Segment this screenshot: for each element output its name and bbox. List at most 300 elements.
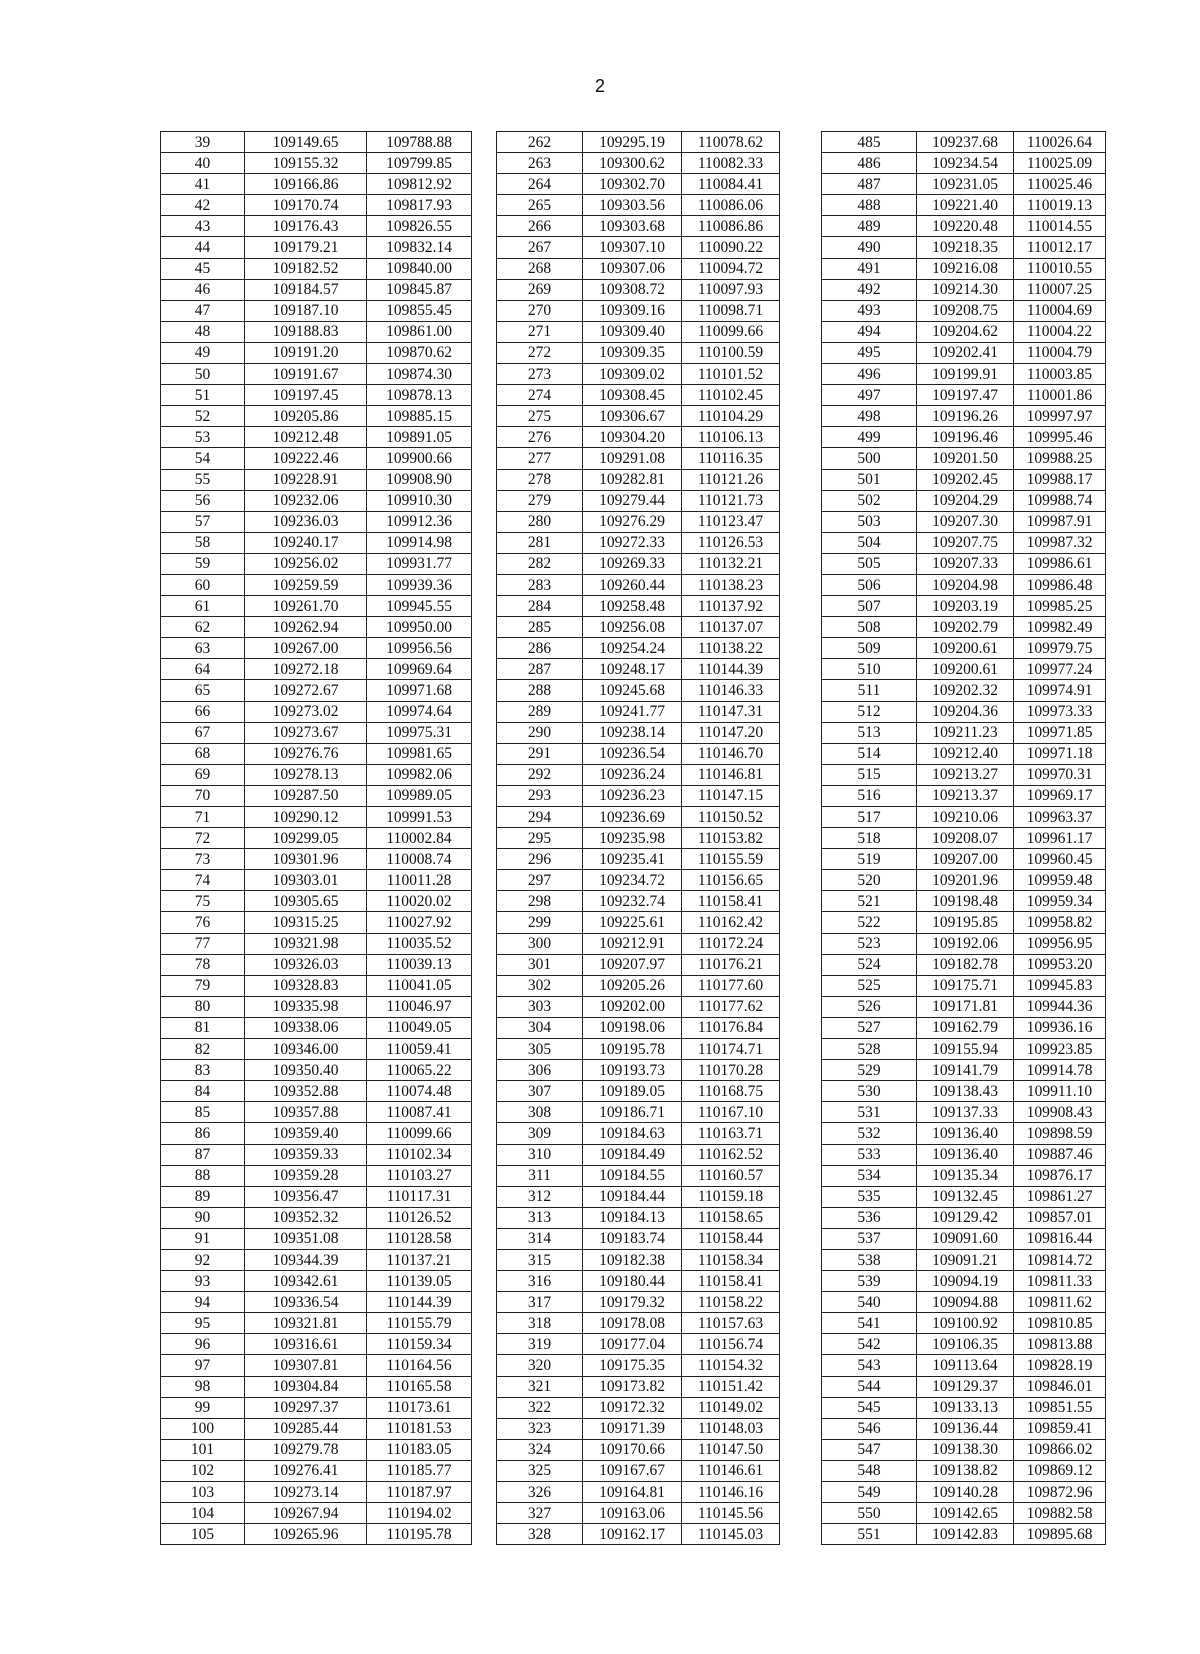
y-coordinate-cell: 110174.71 — [682, 1039, 780, 1060]
y-coordinate-cell: 110004.22 — [1014, 321, 1106, 342]
table-row — [497, 1397, 780, 1418]
table-row — [161, 385, 472, 406]
y-coordinate-cell: 109826.55 — [367, 216, 472, 237]
point-number-cell: 305 — [497, 1039, 583, 1060]
point-number-cell: 531 — [822, 1102, 917, 1123]
table-row — [497, 785, 780, 806]
x-coordinate-cell: 109245.68 — [583, 680, 682, 701]
table-row — [161, 1165, 472, 1186]
point-number-cell: 510 — [822, 659, 917, 680]
table-row — [161, 1334, 472, 1355]
x-coordinate-cell: 109267.00 — [245, 638, 367, 659]
table-row — [497, 153, 780, 174]
table-row — [822, 1165, 1106, 1186]
y-coordinate-cell: 110160.57 — [682, 1165, 780, 1186]
table-row — [161, 1439, 472, 1460]
point-number-cell: 324 — [497, 1439, 583, 1460]
x-coordinate-cell: 109183.74 — [583, 1228, 682, 1249]
x-coordinate-cell: 109232.06 — [245, 490, 367, 511]
y-coordinate-cell: 110158.22 — [682, 1292, 780, 1313]
y-coordinate-cell: 110146.33 — [682, 680, 780, 701]
table-row — [161, 364, 472, 385]
table-row — [497, 1228, 780, 1249]
y-coordinate-cell: 109985.25 — [1014, 596, 1106, 617]
table-row — [161, 954, 472, 975]
y-coordinate-cell: 109908.43 — [1014, 1102, 1106, 1123]
table-row — [822, 532, 1106, 553]
y-coordinate-cell: 110195.78 — [367, 1524, 472, 1545]
point-number-cell: 264 — [497, 174, 583, 195]
x-coordinate-cell: 109237.68 — [917, 132, 1014, 153]
table-row — [161, 1017, 472, 1038]
y-coordinate-cell: 110026.64 — [1014, 132, 1106, 153]
y-coordinate-cell: 110001.86 — [1014, 385, 1106, 406]
point-number-cell: 43 — [161, 216, 245, 237]
table-row — [822, 1397, 1106, 1418]
y-coordinate-cell: 109891.05 — [367, 427, 472, 448]
table-row — [497, 1313, 780, 1334]
table-row — [497, 574, 780, 595]
table-row — [161, 1482, 472, 1503]
x-coordinate-cell: 109335.98 — [245, 996, 367, 1017]
table-row — [161, 574, 472, 595]
y-coordinate-cell: 109931.77 — [367, 553, 472, 574]
table-row — [161, 1460, 472, 1481]
point-number-cell: 528 — [822, 1039, 917, 1060]
point-number-cell: 514 — [822, 743, 917, 764]
x-coordinate-cell: 109191.20 — [245, 342, 367, 363]
y-coordinate-cell: 109988.25 — [1014, 448, 1106, 469]
x-coordinate-cell: 109202.45 — [917, 469, 1014, 490]
point-number-cell: 548 — [822, 1460, 917, 1481]
y-coordinate-cell: 110150.52 — [682, 807, 780, 828]
x-coordinate-cell: 109290.12 — [245, 807, 367, 828]
table-row — [161, 617, 472, 638]
x-coordinate-cell: 109091.60 — [917, 1228, 1014, 1249]
table-row — [161, 722, 472, 743]
y-coordinate-cell: 109956.56 — [367, 638, 472, 659]
x-coordinate-cell: 109267.94 — [245, 1503, 367, 1524]
table-row — [497, 596, 780, 617]
point-number-cell: 292 — [497, 764, 583, 785]
x-coordinate-cell: 109094.88 — [917, 1292, 1014, 1313]
y-coordinate-cell: 109977.24 — [1014, 659, 1106, 680]
point-number-cell: 507 — [822, 596, 917, 617]
y-coordinate-cell: 110008.74 — [367, 849, 472, 870]
y-coordinate-cell: 109986.61 — [1014, 553, 1106, 574]
point-number-cell: 541 — [822, 1313, 917, 1334]
table-row — [161, 1249, 472, 1270]
x-coordinate-cell: 109200.61 — [917, 659, 1014, 680]
x-coordinate-cell: 109221.40 — [917, 195, 1014, 216]
y-coordinate-cell: 109885.15 — [367, 406, 472, 427]
y-coordinate-cell: 109832.14 — [367, 237, 472, 258]
y-coordinate-cell: 110146.16 — [682, 1482, 780, 1503]
point-number-cell: 303 — [497, 996, 583, 1017]
point-number-cell: 91 — [161, 1228, 245, 1249]
point-number-cell: 504 — [822, 532, 917, 553]
table-row — [822, 1355, 1106, 1376]
y-coordinate-cell: 109878.13 — [367, 385, 472, 406]
y-coordinate-cell: 110116.35 — [682, 448, 780, 469]
table-row — [822, 385, 1106, 406]
y-coordinate-cell: 110146.81 — [682, 764, 780, 785]
y-coordinate-cell: 110012.17 — [1014, 237, 1106, 258]
x-coordinate-cell: 109129.37 — [917, 1376, 1014, 1397]
table-row — [161, 1144, 472, 1165]
point-number-cell: 61 — [161, 596, 245, 617]
y-coordinate-cell: 109876.17 — [1014, 1165, 1106, 1186]
point-number-cell: 304 — [497, 1017, 583, 1038]
y-coordinate-cell: 110090.22 — [682, 237, 780, 258]
y-coordinate-cell: 110004.79 — [1014, 342, 1106, 363]
table-row — [161, 870, 472, 891]
point-number-cell: 314 — [497, 1228, 583, 1249]
point-number-cell: 549 — [822, 1482, 917, 1503]
point-number-cell: 56 — [161, 490, 245, 511]
y-coordinate-cell: 109958.82 — [1014, 912, 1106, 933]
x-coordinate-cell: 109212.91 — [583, 933, 682, 954]
point-number-cell: 76 — [161, 912, 245, 933]
y-coordinate-cell: 110155.59 — [682, 849, 780, 870]
y-coordinate-cell: 109857.01 — [1014, 1207, 1106, 1228]
table-row — [822, 1186, 1106, 1207]
point-number-cell: 499 — [822, 427, 917, 448]
x-coordinate-cell: 109236.24 — [583, 764, 682, 785]
x-coordinate-cell: 109193.73 — [583, 1060, 682, 1081]
x-coordinate-cell: 109272.33 — [583, 532, 682, 553]
table-row — [822, 195, 1106, 216]
point-number-cell: 523 — [822, 933, 917, 954]
point-number-cell: 262 — [497, 132, 583, 153]
table-row — [497, 617, 780, 638]
point-number-cell: 511 — [822, 680, 917, 701]
x-coordinate-cell: 109309.40 — [583, 321, 682, 342]
y-coordinate-cell: 109971.85 — [1014, 722, 1106, 743]
table-row — [822, 659, 1106, 680]
x-coordinate-cell: 109202.32 — [917, 680, 1014, 701]
y-coordinate-cell: 109953.20 — [1014, 954, 1106, 975]
y-coordinate-cell: 109898.59 — [1014, 1123, 1106, 1144]
table-row — [161, 1186, 472, 1207]
point-number-cell: 279 — [497, 490, 583, 511]
x-coordinate-cell: 109106.35 — [917, 1334, 1014, 1355]
table-row — [822, 1524, 1106, 1545]
point-number-cell: 271 — [497, 321, 583, 342]
y-coordinate-cell: 110010.55 — [1014, 258, 1106, 279]
table-row — [497, 1292, 780, 1313]
y-coordinate-cell: 110162.42 — [682, 912, 780, 933]
point-number-cell: 94 — [161, 1292, 245, 1313]
y-coordinate-cell: 109910.30 — [367, 490, 472, 511]
x-coordinate-cell: 109256.02 — [245, 553, 367, 574]
x-coordinate-cell: 109305.65 — [245, 891, 367, 912]
table-row — [161, 511, 472, 532]
x-coordinate-cell: 109228.91 — [245, 469, 367, 490]
table-row — [497, 849, 780, 870]
x-coordinate-cell: 109195.85 — [917, 912, 1014, 933]
table-row — [161, 1102, 472, 1123]
point-number-cell: 286 — [497, 638, 583, 659]
point-number-cell: 500 — [822, 448, 917, 469]
point-number-cell: 73 — [161, 849, 245, 870]
x-coordinate-cell: 109338.06 — [245, 1017, 367, 1038]
table-row — [822, 1060, 1106, 1081]
x-coordinate-cell: 109197.47 — [917, 385, 1014, 406]
point-number-cell: 544 — [822, 1376, 917, 1397]
x-coordinate-cell: 109304.20 — [583, 427, 682, 448]
y-coordinate-cell: 110117.31 — [367, 1186, 472, 1207]
table-row — [822, 1228, 1106, 1249]
y-coordinate-cell: 110137.21 — [367, 1249, 472, 1270]
y-coordinate-cell: 110019.13 — [1014, 195, 1106, 216]
point-number-cell: 306 — [497, 1060, 583, 1081]
point-number-cell: 295 — [497, 828, 583, 849]
point-number-cell: 68 — [161, 743, 245, 764]
y-coordinate-cell: 110100.59 — [682, 342, 780, 363]
point-number-cell: 313 — [497, 1207, 583, 1228]
table-row — [497, 1102, 780, 1123]
point-number-cell: 536 — [822, 1207, 917, 1228]
x-coordinate-cell: 109179.21 — [245, 237, 367, 258]
point-number-cell: 55 — [161, 469, 245, 490]
x-coordinate-cell: 109208.75 — [917, 300, 1014, 321]
table-row — [497, 553, 780, 574]
y-coordinate-cell: 109970.31 — [1014, 764, 1106, 785]
y-coordinate-cell: 110099.66 — [682, 321, 780, 342]
point-number-cell: 506 — [822, 574, 917, 595]
x-coordinate-cell: 109177.04 — [583, 1334, 682, 1355]
point-number-cell: 78 — [161, 954, 245, 975]
y-coordinate-cell: 110046.97 — [367, 996, 472, 1017]
x-coordinate-cell: 109328.83 — [245, 975, 367, 996]
y-coordinate-cell: 110194.02 — [367, 1503, 472, 1524]
y-coordinate-cell: 109861.27 — [1014, 1186, 1106, 1207]
x-coordinate-cell: 109172.32 — [583, 1397, 682, 1418]
point-number-cell: 50 — [161, 364, 245, 385]
y-coordinate-cell: 110158.65 — [682, 1207, 780, 1228]
table-row — [497, 427, 780, 448]
x-coordinate-cell: 109142.83 — [917, 1524, 1014, 1545]
y-coordinate-cell: 110153.82 — [682, 828, 780, 849]
point-number-cell: 512 — [822, 701, 917, 722]
table-row — [497, 174, 780, 195]
y-coordinate-cell: 110098.71 — [682, 300, 780, 321]
table-row — [822, 406, 1106, 427]
x-coordinate-cell: 109352.32 — [245, 1207, 367, 1228]
x-coordinate-cell: 109241.77 — [583, 701, 682, 722]
table-row — [497, 638, 780, 659]
y-coordinate-cell: 109810.85 — [1014, 1313, 1106, 1334]
y-coordinate-cell: 109969.17 — [1014, 785, 1106, 806]
table-row — [822, 1271, 1106, 1292]
table-row — [497, 1355, 780, 1376]
table-row — [161, 1123, 472, 1144]
x-coordinate-cell: 109235.98 — [583, 828, 682, 849]
point-number-cell: 325 — [497, 1460, 583, 1481]
y-coordinate-cell: 109959.34 — [1014, 891, 1106, 912]
point-number-cell: 276 — [497, 427, 583, 448]
coordinate-table-2 — [496, 131, 780, 1545]
table-row — [822, 891, 1106, 912]
y-coordinate-cell: 110004.69 — [1014, 300, 1106, 321]
table-row — [161, 1271, 472, 1292]
x-coordinate-cell: 109182.52 — [245, 258, 367, 279]
point-number-cell: 59 — [161, 553, 245, 574]
x-coordinate-cell: 109132.45 — [917, 1186, 1014, 1207]
table-row — [497, 912, 780, 933]
x-coordinate-cell: 109309.35 — [583, 342, 682, 363]
table-row — [161, 680, 472, 701]
y-coordinate-cell: 110163.71 — [682, 1123, 780, 1144]
point-number-cell: 521 — [822, 891, 917, 912]
y-coordinate-cell: 110137.07 — [682, 617, 780, 638]
point-number-cell: 294 — [497, 807, 583, 828]
y-coordinate-cell: 109959.48 — [1014, 870, 1106, 891]
table-row — [161, 321, 472, 342]
point-number-cell: 309 — [497, 1123, 583, 1144]
table-row — [161, 785, 472, 806]
y-coordinate-cell: 110014.55 — [1014, 216, 1106, 237]
y-coordinate-cell: 109874.30 — [367, 364, 472, 385]
x-coordinate-cell: 109346.00 — [245, 1039, 367, 1060]
y-coordinate-cell: 110104.29 — [682, 406, 780, 427]
point-number-cell: 540 — [822, 1292, 917, 1313]
table-row — [161, 1292, 472, 1313]
point-number-cell: 87 — [161, 1144, 245, 1165]
y-coordinate-cell: 110149.02 — [682, 1397, 780, 1418]
point-number-cell: 539 — [822, 1271, 917, 1292]
table-row — [822, 1249, 1106, 1270]
y-coordinate-cell: 109979.75 — [1014, 638, 1106, 659]
y-coordinate-cell: 110147.31 — [682, 701, 780, 722]
table-row — [822, 216, 1106, 237]
point-number-cell: 291 — [497, 743, 583, 764]
point-number-cell: 75 — [161, 891, 245, 912]
table-row — [497, 1482, 780, 1503]
point-number-cell: 524 — [822, 954, 917, 975]
y-coordinate-cell: 109991.53 — [367, 807, 472, 828]
y-coordinate-cell: 110087.41 — [367, 1102, 472, 1123]
y-coordinate-cell: 109816.44 — [1014, 1228, 1106, 1249]
point-number-cell: 515 — [822, 764, 917, 785]
x-coordinate-cell: 109307.06 — [583, 258, 682, 279]
y-coordinate-cell: 109988.74 — [1014, 490, 1106, 511]
table-row — [497, 659, 780, 680]
table-row — [497, 132, 780, 153]
x-coordinate-cell: 109137.33 — [917, 1102, 1014, 1123]
x-coordinate-cell: 109303.68 — [583, 216, 682, 237]
x-coordinate-cell: 109175.35 — [583, 1355, 682, 1376]
table-row — [497, 743, 780, 764]
point-number-cell: 270 — [497, 300, 583, 321]
table-row — [497, 195, 780, 216]
table-row — [161, 216, 472, 237]
y-coordinate-cell: 110157.63 — [682, 1313, 780, 1334]
y-coordinate-cell: 110177.60 — [682, 975, 780, 996]
table-row — [822, 1081, 1106, 1102]
table-row — [497, 1334, 780, 1355]
x-coordinate-cell: 109195.78 — [583, 1039, 682, 1060]
point-number-cell: 296 — [497, 849, 583, 870]
y-coordinate-cell: 109861.00 — [367, 321, 472, 342]
point-number-cell: 65 — [161, 680, 245, 701]
x-coordinate-cell: 109176.43 — [245, 216, 367, 237]
y-coordinate-cell: 109982.49 — [1014, 617, 1106, 638]
x-coordinate-cell: 109207.00 — [917, 849, 1014, 870]
point-number-cell: 493 — [822, 300, 917, 321]
table-row — [161, 427, 472, 448]
y-coordinate-cell: 109908.90 — [367, 469, 472, 490]
y-coordinate-cell: 110172.24 — [682, 933, 780, 954]
point-number-cell: 277 — [497, 448, 583, 469]
point-number-cell: 546 — [822, 1418, 917, 1439]
x-coordinate-cell: 109166.86 — [245, 174, 367, 195]
table-row — [822, 849, 1106, 870]
coordinate-table-1 — [160, 131, 472, 1545]
x-coordinate-cell: 109272.18 — [245, 659, 367, 680]
table-row — [822, 258, 1106, 279]
x-coordinate-cell: 109276.29 — [583, 511, 682, 532]
table-row — [497, 975, 780, 996]
table-row — [497, 258, 780, 279]
y-coordinate-cell: 109788.88 — [367, 132, 472, 153]
x-coordinate-cell: 109162.17 — [583, 1524, 682, 1545]
y-coordinate-cell: 110147.20 — [682, 722, 780, 743]
y-coordinate-cell: 110159.34 — [367, 1334, 472, 1355]
x-coordinate-cell: 109186.71 — [583, 1102, 682, 1123]
point-number-cell: 278 — [497, 469, 583, 490]
y-coordinate-cell: 110159.18 — [682, 1186, 780, 1207]
point-number-cell: 51 — [161, 385, 245, 406]
table-row — [497, 511, 780, 532]
point-number-cell: 81 — [161, 1017, 245, 1038]
x-coordinate-cell: 109218.35 — [917, 237, 1014, 258]
point-number-cell: 282 — [497, 553, 583, 574]
point-number-cell: 86 — [161, 1123, 245, 1144]
x-coordinate-cell: 109189.05 — [583, 1081, 682, 1102]
table-row — [161, 469, 472, 490]
y-coordinate-cell: 109911.10 — [1014, 1081, 1106, 1102]
x-coordinate-cell: 109155.94 — [917, 1039, 1014, 1060]
x-coordinate-cell: 109309.16 — [583, 300, 682, 321]
y-coordinate-cell: 110158.44 — [682, 1228, 780, 1249]
y-coordinate-cell: 109869.12 — [1014, 1460, 1106, 1481]
point-number-cell: 551 — [822, 1524, 917, 1545]
table-row — [161, 490, 472, 511]
table-row — [822, 975, 1106, 996]
x-coordinate-cell: 109196.26 — [917, 406, 1014, 427]
x-coordinate-cell: 109167.67 — [583, 1460, 682, 1481]
y-coordinate-cell: 109812.92 — [367, 174, 472, 195]
x-coordinate-cell: 109285.44 — [245, 1418, 367, 1439]
point-number-cell: 275 — [497, 406, 583, 427]
x-coordinate-cell: 109184.55 — [583, 1165, 682, 1186]
table-row — [161, 1418, 472, 1439]
y-coordinate-cell: 109799.85 — [367, 153, 472, 174]
table-row — [161, 596, 472, 617]
x-coordinate-cell: 109138.30 — [917, 1439, 1014, 1460]
table-row — [497, 342, 780, 363]
table-row — [497, 1503, 780, 1524]
point-number-cell: 52 — [161, 406, 245, 427]
x-coordinate-cell: 109279.78 — [245, 1439, 367, 1460]
y-coordinate-cell: 110035.52 — [367, 933, 472, 954]
y-coordinate-cell: 109851.55 — [1014, 1397, 1106, 1418]
x-coordinate-cell: 109138.43 — [917, 1081, 1014, 1102]
x-coordinate-cell: 109187.10 — [245, 300, 367, 321]
x-coordinate-cell: 109178.08 — [583, 1313, 682, 1334]
